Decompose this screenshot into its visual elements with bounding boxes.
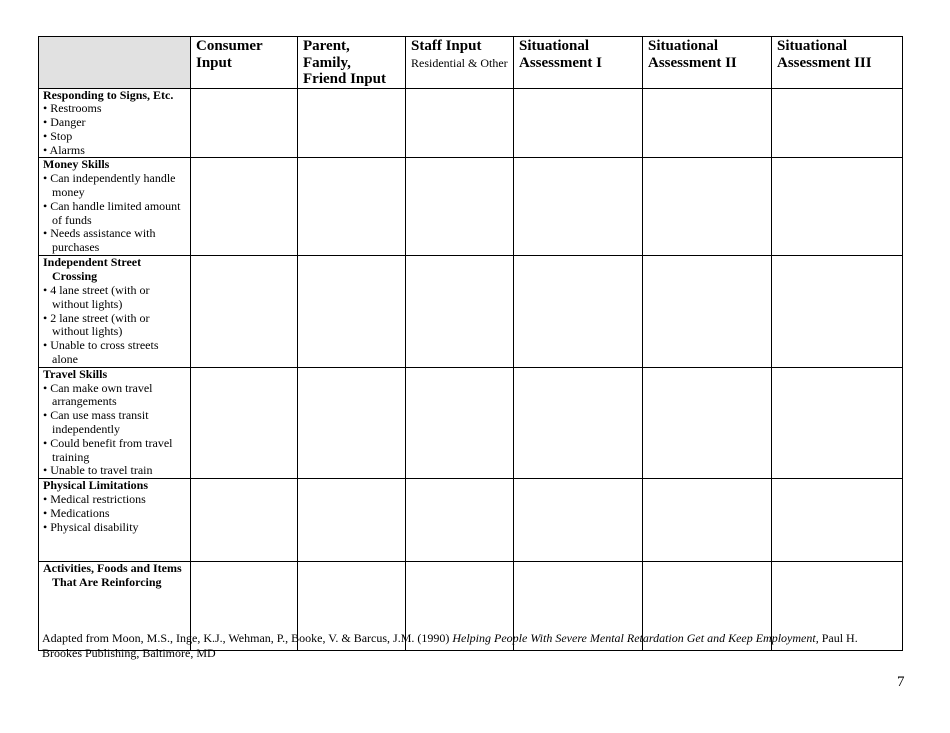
list-item-continued: independently: [52, 422, 120, 437]
list-item-continued: money: [52, 185, 85, 200]
list-item: • Can make own travel: [43, 380, 153, 395]
entry-cell[interactable]: [406, 367, 514, 478]
entry-cell[interactable]: [191, 479, 298, 562]
list-item-continued: arrangements: [52, 394, 117, 409]
entry-cell[interactable]: [298, 256, 406, 367]
header-corner-cell: [39, 37, 191, 89]
entry-cell[interactable]: [406, 479, 514, 562]
entry-cell[interactable]: [643, 479, 772, 562]
entry-cell[interactable]: [772, 158, 903, 256]
entry-cell[interactable]: [406, 158, 514, 256]
entry-cell[interactable]: [643, 367, 772, 478]
entry-cell[interactable]: [191, 158, 298, 256]
row-physical-limitations: [39, 479, 903, 562]
entry-cell[interactable]: [643, 88, 772, 158]
entry-cell[interactable]: [772, 479, 903, 562]
list-item: • Can independently handle: [43, 171, 176, 186]
list-item: • Unable to travel train: [43, 463, 153, 478]
assessment-table: [38, 36, 903, 651]
list-item: • Stop: [43, 128, 73, 143]
entry-cell[interactable]: [298, 158, 406, 256]
list-item: • Can use mass transit: [43, 408, 149, 423]
entry-cell[interactable]: [406, 256, 514, 367]
row-title: Activities, Foods and Items: [43, 561, 182, 576]
header-situational-assessment-3: Situational Assessment III: [772, 37, 903, 89]
list-item: • Could benefit from travel: [43, 435, 173, 450]
citation-footnote: Adapted from Moon, M.S., Inge, K.J., Wehman, P., Booke, V. & Barcus, J.M. (1990) Helping People With Severe Mental Retardation Get and Keep Employment, Paul H. Brookes Publishing, Baltimore, MD: [42, 631, 858, 660]
list-item: • 2 lane street (with or: [43, 310, 150, 325]
row-title: Responding to Signs, Etc.: [43, 87, 174, 102]
entry-cell[interactable]: [514, 367, 643, 478]
header-row: [39, 37, 903, 89]
entry-cell[interactable]: [298, 479, 406, 562]
page-number: 7: [897, 674, 905, 690]
entry-cell[interactable]: [772, 256, 903, 367]
row-title: Travel Skills: [43, 366, 108, 381]
entry-cell[interactable]: [298, 367, 406, 478]
citation-book-title: Helping People With Severe Mental Retardation Get and Keep Employment,: [452, 631, 819, 645]
entry-cell[interactable]: [191, 88, 298, 158]
entry-cell[interactable]: [514, 88, 643, 158]
entry-cell[interactable]: [191, 256, 298, 367]
entry-cell[interactable]: [406, 88, 514, 158]
header-staff-input-sub: Residential & Other: [411, 55, 508, 70]
list-item: • Restrooms: [43, 101, 102, 116]
entry-cell[interactable]: [514, 256, 643, 367]
list-item: • Medications: [43, 505, 110, 520]
list-item: • Danger: [43, 115, 86, 130]
entry-cell[interactable]: [643, 256, 772, 367]
row-title: Independent Street: [43, 255, 142, 270]
list-item-continued: without lights): [52, 324, 123, 339]
entry-cell[interactable]: [772, 367, 903, 478]
header-parent-family-friend-input: Parent, Family, Friend Input: [298, 37, 406, 89]
entry-cell[interactable]: [298, 88, 406, 158]
list-item: • 4 lane street (with or: [43, 283, 150, 298]
header-situational-assessment-1: Situational Assessment I: [514, 37, 643, 89]
row-label: [39, 158, 191, 256]
list-item: • Unable to cross streets: [43, 338, 159, 353]
row-title: Physical Limitations: [43, 478, 149, 493]
list-item-continued: alone: [52, 352, 78, 367]
row-label: [39, 479, 191, 562]
header-consumer-input: Consumer Input: [191, 37, 298, 89]
row-title: Money Skills: [43, 157, 110, 172]
row-independent-street-crossing: [39, 256, 903, 367]
entry-cell[interactable]: [643, 158, 772, 256]
list-item-continued: purchases: [52, 240, 100, 255]
entry-cell[interactable]: [514, 158, 643, 256]
entry-cell[interactable]: [191, 367, 298, 478]
list-item-continued: training: [52, 449, 90, 464]
entry-cell[interactable]: [772, 88, 903, 158]
entry-cell[interactable]: [514, 479, 643, 562]
list-item: • Alarms: [43, 142, 85, 157]
row-travel-skills: [39, 367, 903, 478]
list-item: • Needs assistance with: [43, 226, 156, 241]
row-money-skills: [39, 158, 903, 256]
row-label: [39, 88, 191, 158]
list-item-continued: of funds: [52, 212, 92, 227]
row-title-continued: Crossing: [52, 269, 98, 284]
row-label: [39, 256, 191, 367]
list-item: • Physical disability: [43, 519, 139, 534]
row-responding-to-signs: [39, 88, 903, 158]
list-item-continued: without lights): [52, 296, 123, 311]
list-item: • Medical restrictions: [43, 492, 146, 507]
row-title-continued: That Are Reinforcing: [52, 575, 162, 590]
list-item: • Can handle limited amount: [43, 198, 181, 213]
row-label: [39, 367, 191, 478]
header-situational-assessment-2: Situational Assessment II: [643, 37, 772, 89]
header-staff-input: Staff Input Residential & Other: [406, 37, 514, 89]
